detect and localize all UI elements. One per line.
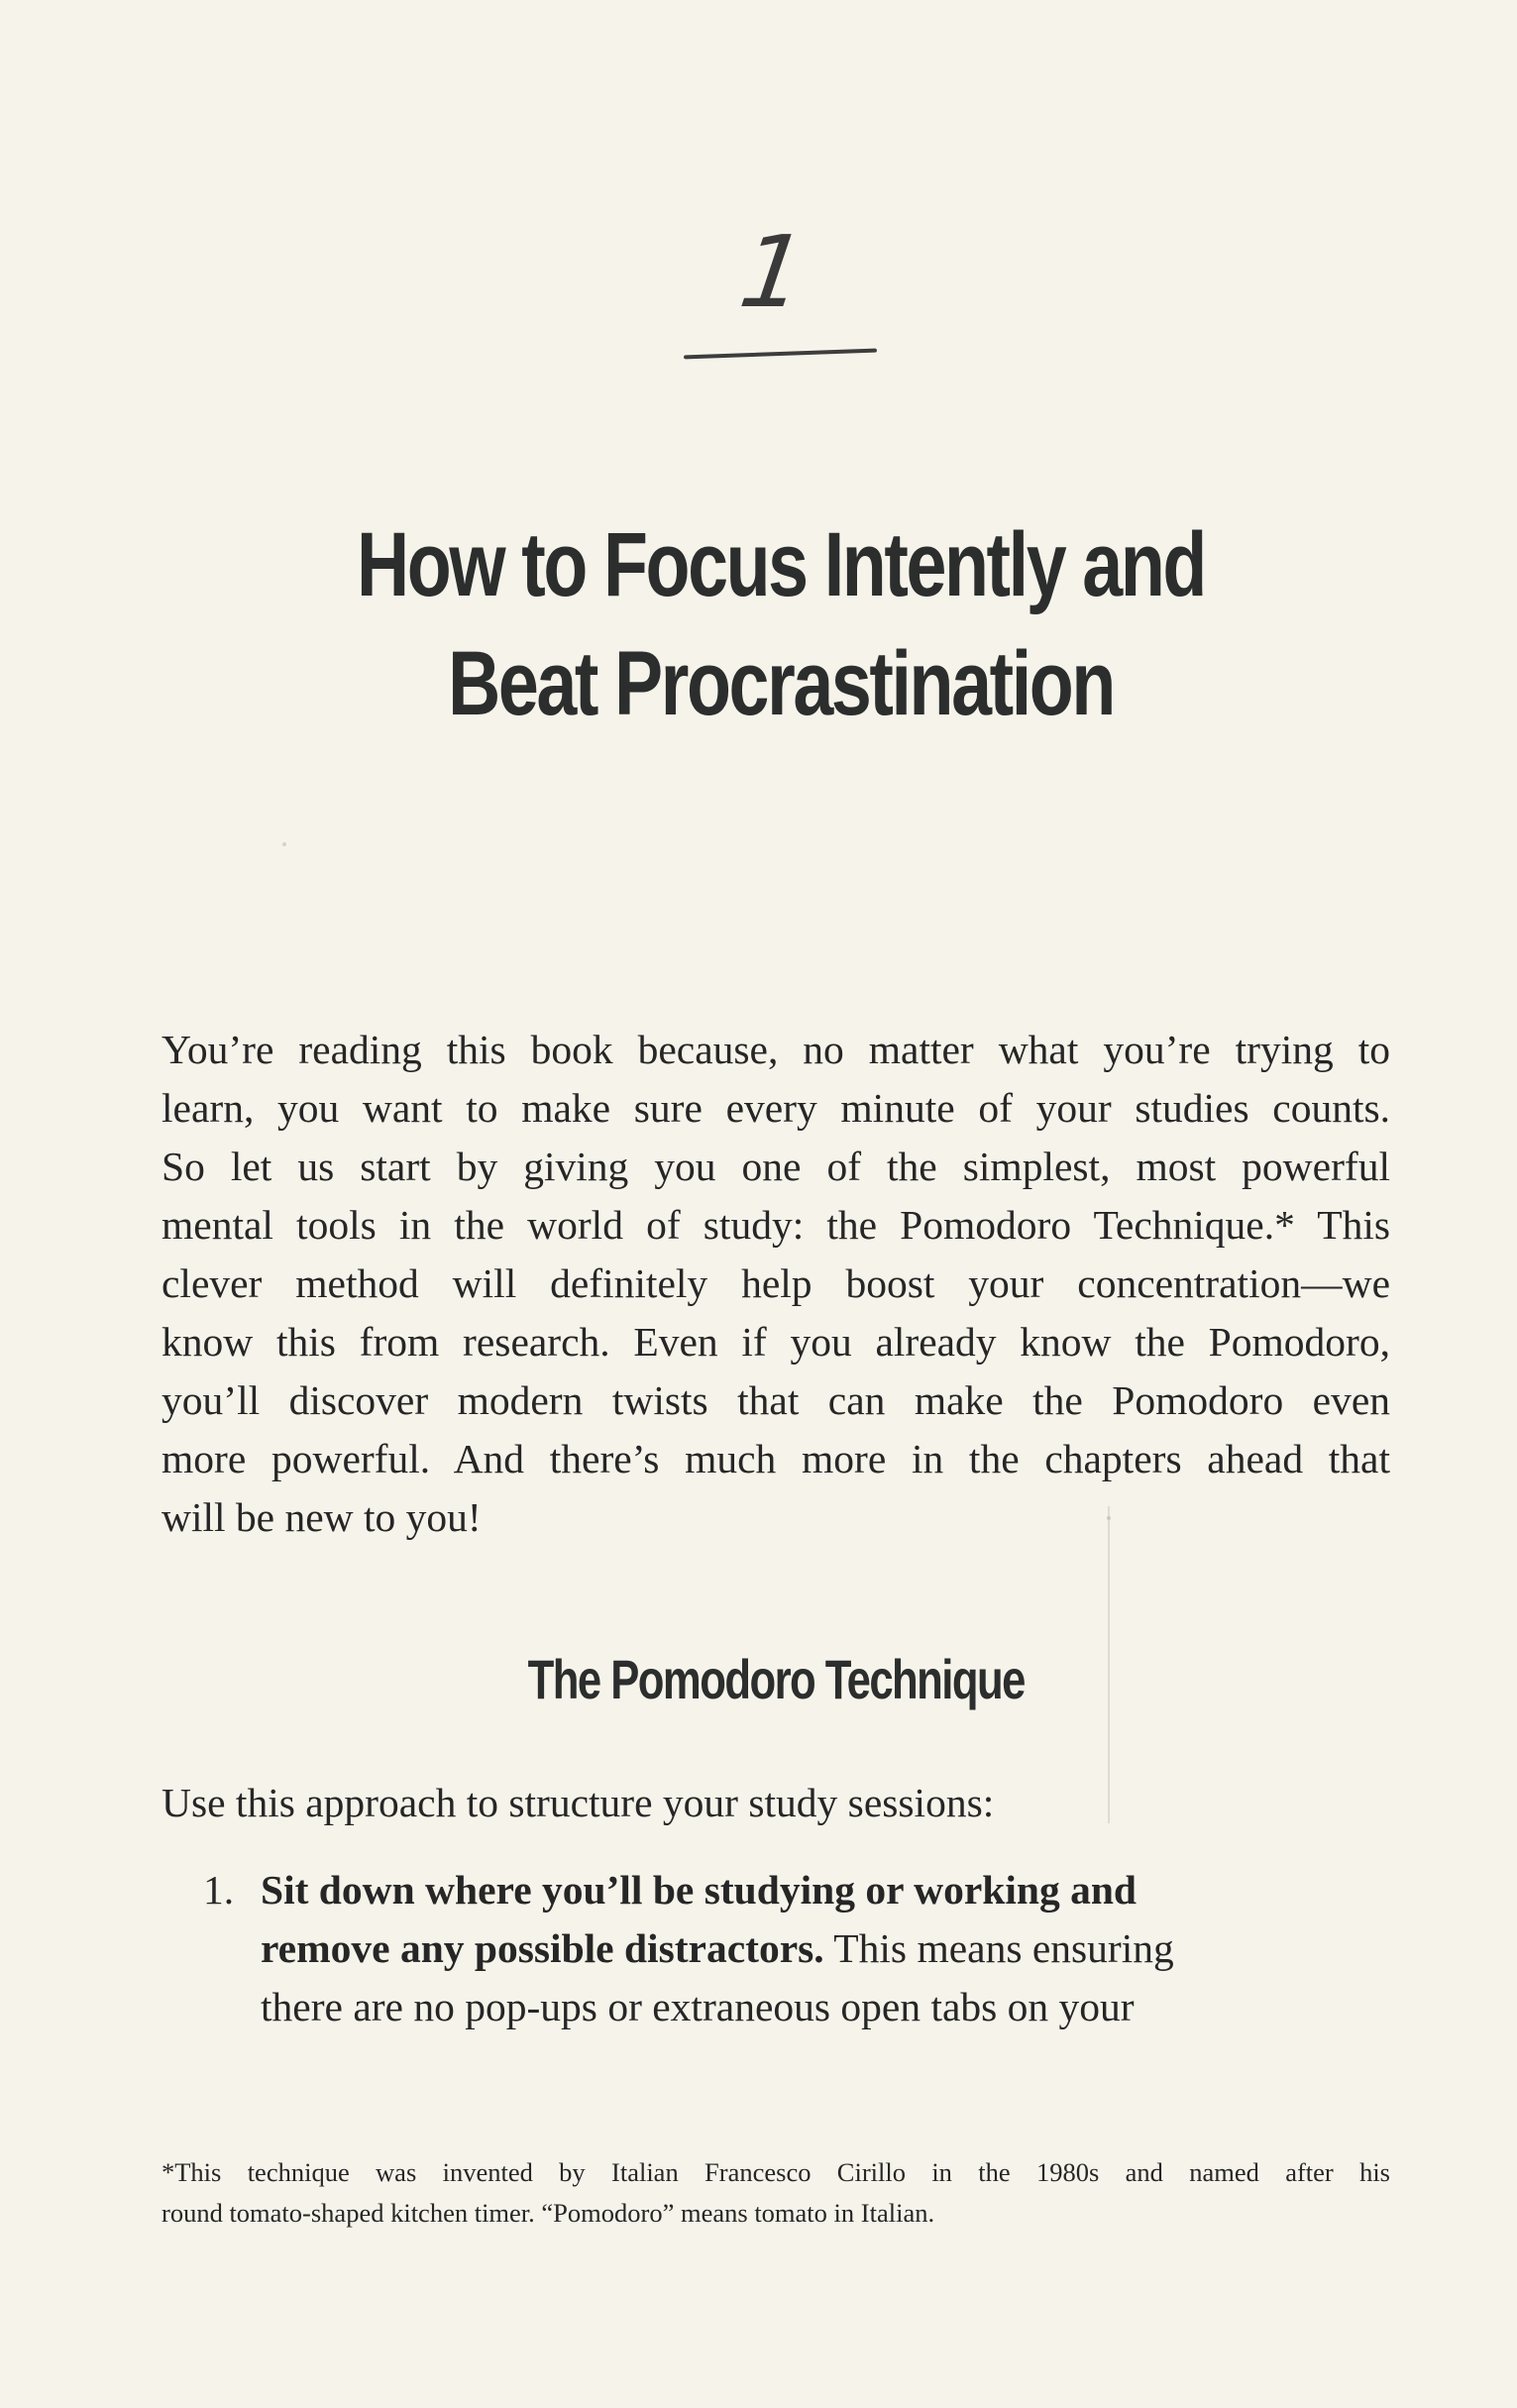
step-text: This means ensuring (823, 1925, 1174, 1971)
step-line (261, 1861, 1311, 1919)
section-lead: Use this approach to structure your study sessions: (162, 1780, 995, 1825)
footnote (162, 2152, 1390, 2234)
footnote-line: round tomato-shaped kitchen timer. “Pomodoro” means tomato in Italian. (162, 2198, 935, 2228)
step-bold-text: remove any possible distractors. (261, 1925, 824, 1971)
scan-artifact (1107, 1516, 1111, 1520)
intro-line: learn, you want to make sure every minute of your studies counts. (162, 1085, 1390, 1131)
chapter-title-line: How to Focus Intently and (357, 514, 1205, 615)
footnote-line: *This technique was invented by Italian Francesco Cirillo in the 1980s and named after his (162, 2157, 1390, 2187)
step-line (261, 1919, 1311, 1978)
intro-line: mental tools in the world of study: the Pomodoro Technique.* This (162, 1202, 1390, 1248)
scan-artifact (282, 842, 286, 846)
chapter-title-line: Beat Procrastination (448, 633, 1114, 734)
list-item (162, 1861, 1311, 2036)
intro-line: more powerful. And there’s much more in the chapters ahead that (162, 1436, 1390, 1481)
section-heading (162, 1645, 1390, 1714)
chapter-number: 1 (733, 214, 813, 330)
intro-line: will be new to you! (162, 1494, 482, 1540)
intro-line: clever method will definitely help boost your concentration—we (162, 1260, 1390, 1306)
step-number: 1. (203, 1867, 235, 1913)
scan-artifact (1108, 1506, 1110, 1823)
intro-line: So let us start by giving you one of the simplest, most powerful (162, 1144, 1390, 1189)
intro-line: You’re reading this book because, no matter what you’re trying to (162, 1027, 1390, 1072)
section-heading-text: The Pomodoro Technique (527, 1648, 1025, 1710)
steps-list (162, 1861, 1311, 2036)
step-line: there are no pop-ups or extraneous open tabs on your (261, 1984, 1135, 2029)
chapter-title (163, 505, 1398, 743)
step-bold-text: Sit down where you’ll be studying or working and (261, 1867, 1137, 1913)
chapter-number-underline (684, 349, 877, 360)
intro-paragraph (162, 1021, 1390, 1547)
intro-line: you’ll discover modern twists that can make the Pomodoro even (162, 1377, 1390, 1423)
intro-line: know this from research. Even if you already know the Pomodoro, (162, 1319, 1390, 1365)
